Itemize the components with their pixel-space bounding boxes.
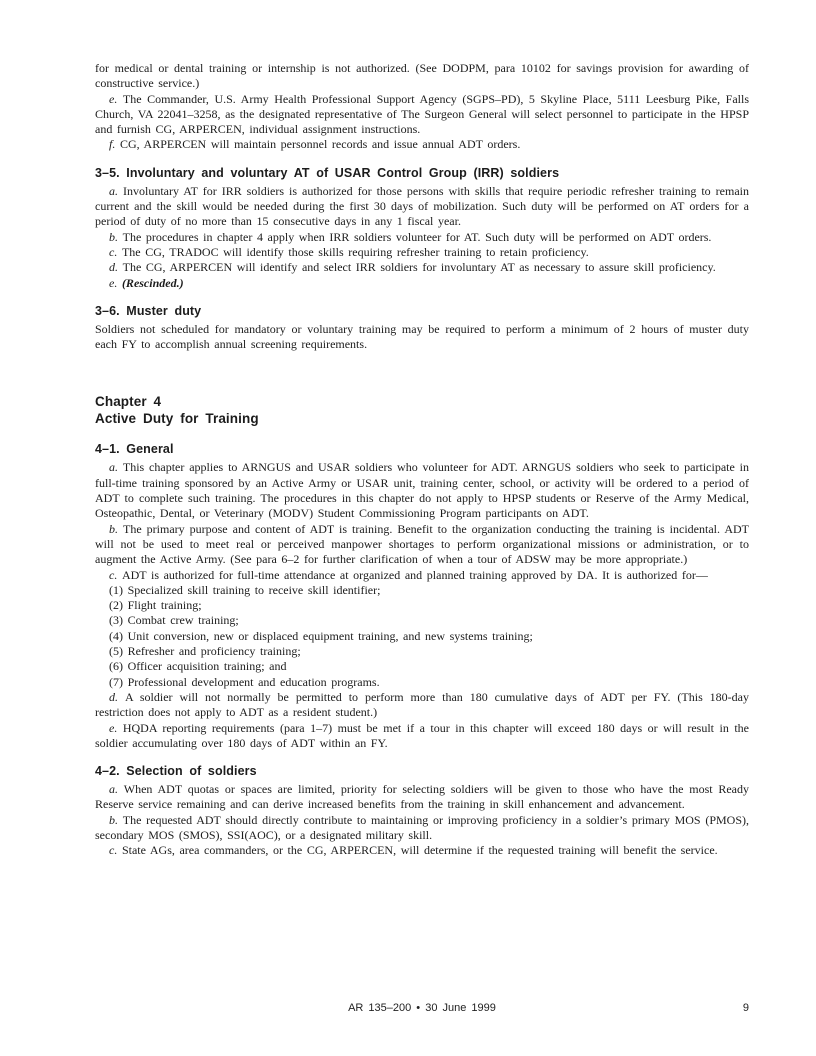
- paragraph: Soldiers not scheduled for mandatory or voluntary training may be required to perform a minimum of 2 hours of muster duty each FY to accomplish annual screening requirements.: [95, 321, 749, 352]
- chapter-heading: [95, 394, 749, 427]
- paragraph: c. The CG, TRADOC will identify those skills requiring refresher training to retain proficiency.: [109, 244, 589, 259]
- page-footer: [95, 1002, 749, 1014]
- paragraph-letter: f.: [109, 137, 120, 152]
- list-item: (1) Specialized skill training to receive skill identifier;: [109, 582, 381, 597]
- paragraph-letter: c.: [109, 843, 122, 858]
- document-content: [95, 61, 749, 859]
- paragraph-letter: e.: [109, 720, 123, 735]
- paragraph-letter: a.: [109, 782, 124, 797]
- paragraph: b. The procedures in chapter 4 apply when IRR soldiers volunteer for AT. Such duty will be performed on ADT orders.: [109, 229, 712, 244]
- paragraph: c. State AGs, area commanders, or the CG, ARPERCEN, will determine if the requested training will benefit the service.: [109, 843, 718, 858]
- paragraph: c. ADT is authorized for full-time attendance at organized and planned training approved by DA. It is authorized for—: [109, 567, 708, 582]
- paragraph: e. The Commander, U.S. Army Health Professional Support Agency (SGPS–PD), 5 Skyline Place, 5111 Leesburg Pike, Falls Church, VA 22041–3258, as the designated representative of The Surgeon General will select personnel to participate in the HPSP and furnish CG, ARPERCEN, individual assignment instructions.: [95, 91, 749, 137]
- list-item: (3) Combat crew training;: [109, 613, 239, 628]
- paragraph-letter: d.: [109, 260, 123, 275]
- paragraph: [95, 276, 749, 291]
- paragraph: d. A soldier will not normally be permitted to perform more than 180 cumulative days of ADT per FY. (This 180-day restriction does not apply to ADT as a resident student.): [95, 689, 749, 720]
- footer-page-number: 9: [742, 1002, 749, 1014]
- paragraph: a. This chapter applies to ARNGUS and USAR soldiers who volunteer for ADT. ARNGUS soldiers who seek to participate in full-time training sponsored by an Active Army or USAR unit, training center, school, or activity will be ordered to a period of ADT to complete such training. The procedures in this chapter do not apply to HPSP students or Reserve of the Army Medical, Osteopathic, Dental, or Veterinary (MODV) Student Commissioning Program participants on ADT.: [95, 460, 749, 521]
- paragraph: d. The CG, ARPERCEN will identify and select IRR soldiers for involuntary AT as necessary to assure skill proficiency.: [109, 260, 716, 275]
- list-item: (4) Unit conversion, new or displaced equipment training, and new systems training;: [109, 628, 533, 643]
- paragraph: b. The requested ADT should directly contribute to maintaining or improving proficiency in a soldier’s primary MOS (PMOS), secondary MOS (SMOS), SSI(AOC), or a designated military skill.: [95, 812, 749, 842]
- paragraph-letter: b.: [109, 812, 123, 827]
- list-item: (7) Professional development and education programs.: [109, 674, 380, 689]
- paragraph: f. CG, ARPERCEN will maintain personnel records and issue annual ADT orders.: [109, 137, 521, 152]
- paragraph-letter: c.: [109, 567, 122, 582]
- section-heading: 3–6. Muster duty: [95, 303, 202, 318]
- list-item: (2) Flight training;: [109, 598, 202, 613]
- paragraph-letter: b.: [109, 521, 123, 536]
- paragraph: for medical or dental training or internship is not authorized. (See DODPM, para 10102 for savings provision for awarding of constructive service.): [95, 61, 749, 91]
- list-item: (6) Officer acquisition training; and: [109, 659, 287, 674]
- paragraph-letter: c.: [109, 244, 122, 259]
- section-heading: 4–2. Selection of soldiers: [95, 764, 257, 779]
- list-item: (5) Refresher and proficiency training;: [109, 644, 301, 659]
- paragraph-letter: e.: [109, 91, 123, 106]
- chapter-heading-line: Active Duty for Training: [95, 410, 259, 426]
- paragraph: a. Involuntary AT for IRR soldiers is authorized for those persons with skills that require periodic refresher training to remain current and the skill would be needed during the first 30 days of mobilization. Such duty will be performed on AT orders for a period of duty of no more than 15 consecutive days in any 1 fiscal year.: [95, 183, 749, 229]
- paragraph-letter: d.: [109, 689, 125, 704]
- paragraph: a. When ADT quotas or spaces are limited, priority for selecting soldiers will be given to those who have the most Ready Reserve service remaining and can derive increased benefits from the training in skill enhancement and advancement.: [95, 782, 749, 812]
- paragraph: b. The primary purpose and content of ADT is training. Benefit to the organization conducting the training is incidental. ADT will not be used to meet real or perceived manpower shortages to perform organizational missions or administration, or to augment the Active Army. (See para 6–2 for further clarification of when a tour of ADSW may be more appropriate.): [95, 521, 749, 567]
- footer-citation: AR 135–200 • 30 June 1999: [348, 1002, 496, 1014]
- paragraph-letter: b.: [109, 229, 123, 244]
- paragraph: e. HQDA reporting requirements (para 1–7) must be met if a tour in this chapter will exceed 180 days or will result in the soldier accumulating over 180 days of ADT within an FY.: [95, 720, 749, 750]
- rescinded-text: (Rescinded.): [121, 275, 184, 290]
- paragraph-letter: a.: [109, 460, 123, 475]
- section-heading: 3–5. Involuntary and voluntary AT of USAR Control Group (IRR) soldiers: [95, 165, 560, 180]
- chapter-heading-line: Chapter 4: [95, 394, 162, 410]
- section-heading: 4–1. General: [95, 442, 174, 457]
- paragraph-letter: a.: [109, 183, 123, 198]
- paragraph-letter: e.: [109, 275, 122, 290]
